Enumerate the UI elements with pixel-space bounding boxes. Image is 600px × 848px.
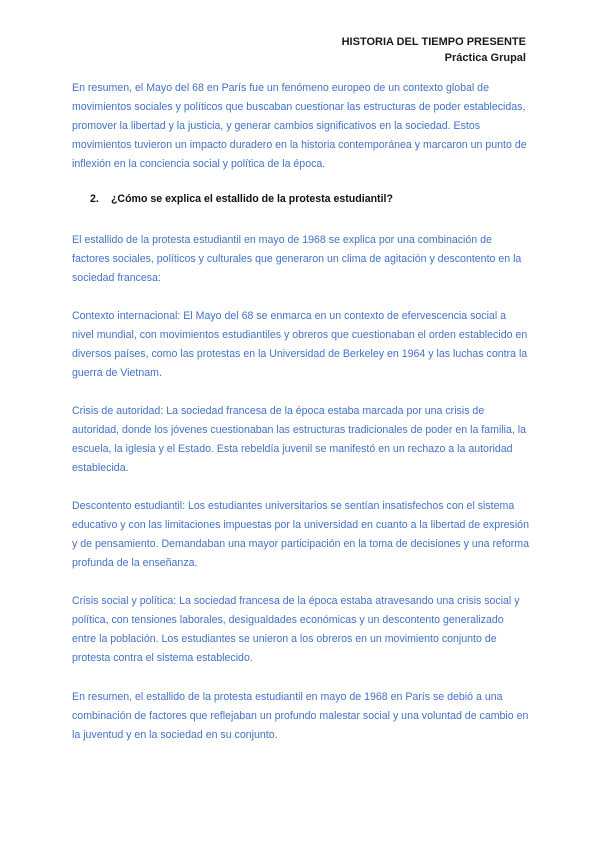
activity-label: Práctica Grupal — [444, 52, 526, 64]
conclusion-paragraph: En resumen, el estallido de la protesta estudiantil en mayo de 1968 en París se debió a una combinación de factores que reflejaban un profundo malestar social y una voluntad de cambio en la juventud y en la sociedad en su conjunto. — [72, 691, 529, 741]
answer-intro-paragraph: El estallido de la protesta estudiantil en mayo de 1968 se explica por una combinación de factores sociales, políticos y culturales que generaron un clima de agitación y descontento en la sociedad francesa: — [72, 234, 522, 284]
page-header — [342, 34, 526, 66]
student-discontent-paragraph: Descontento estudiantil: Los estudiantes universitarios se sentían insatisfechos con el sistema educativo y con las limitaciones impuestas por la universidad en cuanto a la libertad de expresión y de pensamiento. Demandaban una mayor participación en la toma de decisiones y una reforma profunda de la enseñanza. — [72, 500, 529, 569]
question-number: 2. — [90, 193, 99, 205]
question-heading — [90, 190, 530, 209]
question-text: ¿Cómo se explica el estallido de la protesta estudiantil? — [110, 193, 393, 205]
authority-crisis-paragraph: Crisis de autoridad: La sociedad francesa de la época estaba marcada por una crisis de autoridad, donde los jóvenes cuestionaban las estructuras tradicionales de poder en la familia, la escuela, la iglesia y el Estado. Esta rebeldía juvenil se manifestó en un rechazo a la autoridad establecida. — [72, 405, 527, 474]
international-context-paragraph: Contexto internacional: El Mayo del 68 se enmarca en un contexto de efervescencia social a nivel mundial, con movimientos estudiantiles y obreros que cuestionaban el orden establecido en diversos países, como las protestas en la Universidad de Berkeley en 1964 y las luchas contra la guerra de Vietnam. — [72, 310, 528, 379]
summary-paragraph: En resumen, el Mayo del 68 en París fue un fenómeno europeo de un contexto global de movimientos sociales y políticos que buscaban cuestionar las estructuras de poder establecidas, promover la libertad y la justicia, y generar cambios significativos en la sociedad. Estos movimientos tuvieron un impacto duradero en la historia contemporánea y marcaron un punto de inflexión en la conciencia social y política de la época. — [72, 82, 527, 170]
social-political-crisis-paragraph: Crisis social y política: La sociedad francesa de la época estaba atravesando una crisis social y política, con tensiones laborales, desigualdades económicas y un descontento generalizado entre la población. Los estudiantes se unieron a los obreros en un movimiento conjunto de protesta contra el sistema establecido. — [72, 595, 520, 664]
course-title: HISTORIA DEL TIEMPO PRESENTE — [341, 36, 526, 48]
